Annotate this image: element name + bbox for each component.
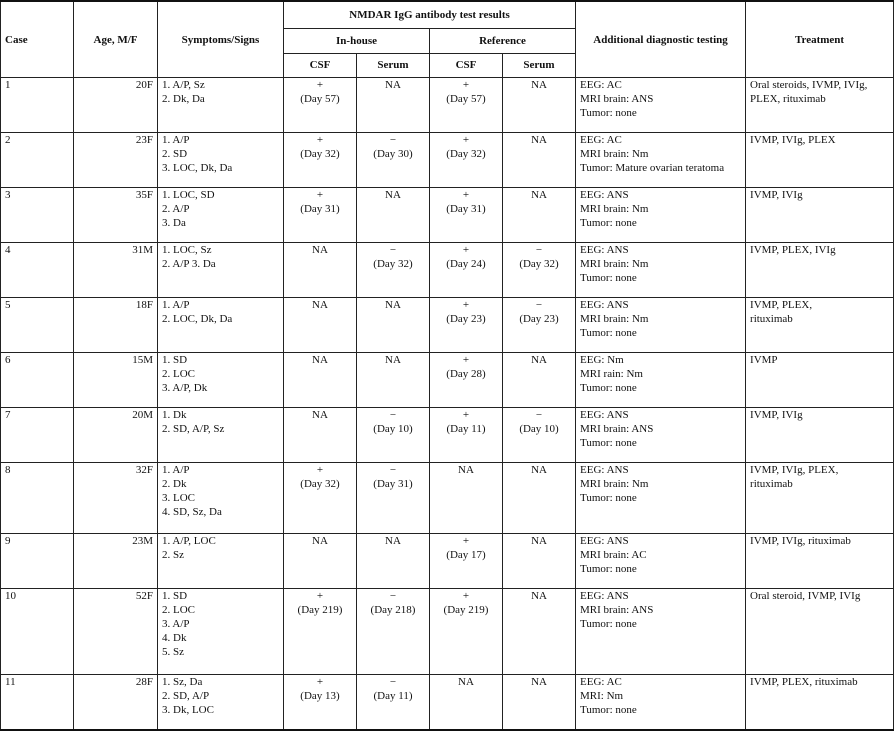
cell-symptoms [158,133,284,188]
cell-reference-csf-line: (Day 32) [446,148,486,160]
cell-symptoms-line: 4. Dk [162,632,187,644]
cell-age: 52F [74,589,158,675]
cell-reference-serum-line: − [535,244,543,256]
cell-reference-serum-line: NA [531,79,547,91]
cell-diagnostic-line: MRI rain: Nm [580,368,643,380]
cell-inhouse-serum-line: (Day 30) [373,148,413,160]
cell-diagnostic-line: Tumor: Mature ovarian teratoma [580,162,725,174]
cell-symptoms-line: 2. Sz [162,549,184,561]
cell-inhouse-serum [357,675,430,730]
cell-inhouse-serum-line: (Day 218) [370,604,416,616]
cell-diagnostic-line: MRI brain: ANS [580,93,654,105]
cell-inhouse-csf-line: + [316,676,324,688]
cell-reference-csf [430,353,503,408]
cell-treatment-line: IVMP, IVIg [750,189,803,201]
cell-diagnostic [576,408,746,463]
table-row [1,589,894,675]
table-row [1,133,894,188]
cell-symptoms [158,298,284,353]
cell-diagnostic-line: MRI brain: ANS [580,423,654,435]
header-case: Case [1,1,74,78]
cell-age: 28F [74,675,158,730]
cell-case: 3 [1,188,74,243]
cell-inhouse-serum-line: − [389,590,397,602]
cell-treatment [746,298,894,353]
cell-inhouse-serum [357,463,430,534]
cell-diagnostic-line: EEG: Nm [580,354,624,366]
cell-diagnostic-line: MRI brain: Nm [580,203,649,215]
cell-treatment-line: IVMP, IVIg, PLEX, [750,464,839,476]
cell-inhouse-csf-line: NA [312,354,328,366]
cell-inhouse-csf [284,298,357,353]
cell-inhouse-serum [357,408,430,463]
cell-diagnostic-line: Tumor: none [580,437,637,449]
cell-inhouse-serum-line: NA [385,535,401,547]
cell-inhouse-serum-line: − [389,244,397,256]
cell-treatment [746,675,894,730]
cell-inhouse-serum [357,188,430,243]
cell-reference-csf-line: + [462,535,470,547]
cell-reference-serum [503,188,576,243]
cell-diagnostic-line: EEG: ANS [580,189,629,201]
cell-diagnostic-line: EEG: ANS [580,244,629,256]
cell-diagnostic-line: Tumor: none [580,382,637,394]
cell-inhouse-serum-line: − [389,409,397,421]
table-row [1,675,894,730]
cell-treatment [746,133,894,188]
cell-case: 4 [1,243,74,298]
cell-inhouse-csf-line: (Day 32) [300,148,340,160]
cell-reference-serum [503,133,576,188]
cell-inhouse-csf-line: NA [312,244,328,256]
cell-case: 1 [1,78,74,133]
cell-inhouse-serum [357,298,430,353]
cell-treatment-line: Oral steroid, IVMP, IVIg [750,590,861,602]
cell-symptoms-line: 1. SD [162,590,188,602]
cell-reference-serum [503,589,576,675]
cell-reference-csf [430,298,503,353]
cell-diagnostic [576,188,746,243]
header-age: Age, M/F [74,1,158,78]
cell-age: 35F [74,188,158,243]
cell-symptoms-line: 3. Da [162,217,186,229]
table-row [1,408,894,463]
cell-treatment-line: IVMP [750,354,778,366]
cell-symptoms [158,534,284,589]
cell-inhouse-csf-line: + [316,79,324,91]
cell-symptoms-line: 1. SD [162,354,188,366]
cell-inhouse-csf [284,353,357,408]
cell-diagnostic-line: MRI brain: ANS [580,604,654,616]
cell-reference-serum-line: (Day 23) [519,313,559,325]
cell-treatment-line: IVMP, PLEX, IVIg [750,244,836,256]
cell-symptoms-line: 3. Dk, LOC [162,704,214,716]
cell-symptoms-line: 2. SD [162,148,188,160]
cell-symptoms [158,353,284,408]
cell-reference-csf-line: + [462,299,470,311]
cell-symptoms-line: 3. A/P, Dk [162,382,208,394]
cell-inhouse-csf-line: (Day 57) [300,93,340,105]
cell-diagnostic-line: MRI brain: Nm [580,258,649,270]
cell-symptoms-line: 5. Sz [162,646,184,658]
cell-diagnostic-line: Tumor: none [580,618,637,630]
cell-inhouse-serum-line: − [389,134,397,146]
table-row [1,298,894,353]
cell-inhouse-csf-line: + [316,134,324,146]
cell-symptoms-line: 4. SD, Sz, Da [162,506,222,518]
header-inhouse: In-house [284,28,430,53]
cell-inhouse-csf-line: + [316,590,324,602]
header-inhouse-csf: CSF [284,53,357,77]
cell-diagnostic [576,675,746,730]
cell-inhouse-csf-line: + [316,464,324,476]
cell-symptoms-line: 1. A/P [162,464,190,476]
cell-case: 10 [1,589,74,675]
cell-inhouse-csf-line: (Day 13) [300,690,340,702]
cell-reference-csf-line: + [462,134,470,146]
cell-diagnostic-line: Tumor: none [580,107,637,119]
cell-symptoms-line: 2. SD, A/P, Sz [162,423,225,435]
cell-diagnostic-line: Tumor: none [580,272,637,284]
cell-symptoms-line: 2. A/P 3. Da [162,258,216,270]
cell-diagnostic-line: MRI brain: Nm [580,313,649,325]
cell-inhouse-csf [284,534,357,589]
cell-reference-serum [503,408,576,463]
cell-reference-serum-line: (Day 10) [519,423,559,435]
cell-diagnostic [576,78,746,133]
cell-inhouse-serum-line: NA [385,189,401,201]
cell-reference-serum-line: NA [531,354,547,366]
header-symptoms: Symptoms/Signs [158,1,284,78]
cell-age: 15M [74,353,158,408]
cell-inhouse-csf [284,675,357,730]
header-diagnostic: Additional diagnostic testing [576,1,746,78]
cell-treatment-line: rituximab [750,313,793,325]
table-body [1,78,894,730]
cell-reference-csf-line: (Day 28) [446,368,486,380]
cell-reference-serum-line: NA [531,134,547,146]
cell-case: 9 [1,534,74,589]
cell-reference-serum-line: NA [531,590,547,602]
cell-treatment-line: Oral steroids, IVMP, IVIg, [750,79,868,91]
cell-symptoms [158,188,284,243]
cell-inhouse-csf-line: NA [312,535,328,547]
cell-age: 32F [74,463,158,534]
cell-symptoms-line: 2. SD, A/P [162,690,210,702]
cell-inhouse-serum-line: (Day 11) [373,690,413,702]
cell-diagnostic [576,463,746,534]
cell-age: 31M [74,243,158,298]
cell-reference-serum-line: NA [531,464,547,476]
table-row [1,463,894,534]
table-row [1,353,894,408]
cell-inhouse-serum [357,78,430,133]
cell-diagnostic-line: Tumor: none [580,704,637,716]
cell-symptoms-line: 1. Dk [162,409,187,421]
cell-reference-serum-line: NA [531,535,547,547]
cell-diagnostic-line: EEG: AC [580,134,622,146]
cell-diagnostic-line: MRI: Nm [580,690,624,702]
cell-reference-csf-line: (Day 23) [446,313,486,325]
cell-inhouse-csf [284,133,357,188]
cell-symptoms-line: 2. LOC, Dk, Da [162,313,233,325]
cell-reference-csf-line: + [462,244,470,256]
cell-inhouse-csf [284,463,357,534]
cell-diagnostic [576,353,746,408]
cell-symptoms-line: 2. Dk, Da [162,93,205,105]
cell-treatment-line: PLEX, rituximab [750,93,826,105]
cell-reference-csf-line: + [462,409,470,421]
cell-inhouse-csf [284,78,357,133]
cell-treatment [746,188,894,243]
table-header [1,1,894,78]
cell-reference-csf [430,188,503,243]
cell-case: 2 [1,133,74,188]
cell-reference-csf [430,243,503,298]
cell-symptoms-line: 1. A/P [162,134,190,146]
cell-symptoms [158,463,284,534]
table-row [1,243,894,298]
cell-inhouse-serum [357,243,430,298]
cell-symptoms [158,408,284,463]
cell-inhouse-csf-line: NA [312,409,328,421]
cell-diagnostic-line: MRI brain: Nm [580,478,649,490]
cell-reference-serum-line: − [535,299,543,311]
cell-treatment-line: IVMP, IVIg, rituximab [750,535,851,547]
table-row [1,78,894,133]
cell-reference-csf [430,675,503,730]
cell-reference-serum [503,463,576,534]
cell-symptoms [158,243,284,298]
cell-inhouse-serum [357,353,430,408]
cell-inhouse-serum [357,133,430,188]
cell-diagnostic-line: MRI brain: Nm [580,148,649,160]
cell-inhouse-csf [284,408,357,463]
cell-inhouse-csf-line: (Day 31) [300,203,340,215]
cell-reference-csf-line: NA [458,676,474,688]
cell-diagnostic-line: EEG: ANS [580,464,629,476]
cell-inhouse-csf [284,188,357,243]
cell-reference-csf-line: + [462,189,470,201]
cell-age: 18F [74,298,158,353]
header-treatment: Treatment [746,1,894,78]
cell-reference-serum [503,534,576,589]
cell-treatment-line: IVMP, IVIg [750,409,803,421]
cell-symptoms-line: 1. A/P, Sz [162,79,205,91]
cell-diagnostic-line: EEG: ANS [580,409,629,421]
cell-reference-csf-line: (Day 57) [446,93,486,105]
cell-diagnostic [576,243,746,298]
cell-symptoms-line: 1. A/P [162,299,190,311]
header-inhouse-serum: Serum [357,53,430,77]
cell-diagnostic-line: EEG: AC [580,79,622,91]
cell-inhouse-csf [284,589,357,675]
cell-inhouse-csf-line: NA [312,299,328,311]
cell-diagnostic-line: Tumor: none [580,563,637,575]
cell-case: 8 [1,463,74,534]
cell-reference-csf [430,534,503,589]
header-reference-csf: CSF [430,53,503,77]
cell-inhouse-serum-line: NA [385,354,401,366]
cell-reference-csf-line: (Day 11) [446,423,486,435]
cell-symptoms-line: 2. LOC [162,604,195,616]
cell-inhouse-csf [284,243,357,298]
cell-diagnostic-line: MRI brain: AC [580,549,647,561]
cell-reference-csf [430,408,503,463]
table-row [1,188,894,243]
cell-reference-serum [503,243,576,298]
cell-reference-csf [430,78,503,133]
cell-reference-serum [503,78,576,133]
cell-inhouse-serum-line: − [389,676,397,688]
cell-reference-serum [503,675,576,730]
cell-symptoms-line: 1. A/P, LOC [162,535,216,547]
cell-treatment [746,589,894,675]
cell-reference-csf [430,463,503,534]
cell-symptoms-line: 2. Dk [162,478,187,490]
header-nmdar-group: NMDAR IgG antibody test results [284,1,576,28]
cell-treatment [746,243,894,298]
cell-diagnostic-line: Tumor: none [580,217,637,229]
cell-symptoms-line: 1. LOC, Sz [162,244,212,256]
cell-case: 5 [1,298,74,353]
cell-inhouse-csf-line: (Day 219) [297,604,343,616]
header-reference-serum: Serum [503,53,576,77]
cell-age: 23M [74,534,158,589]
cell-treatment [746,353,894,408]
cell-inhouse-serum-line: (Day 10) [373,423,413,435]
cell-treatment [746,534,894,589]
cell-reference-csf-line: + [462,79,470,91]
cell-inhouse-serum [357,534,430,589]
cell-reference-csf-line: NA [458,464,474,476]
cell-inhouse-serum-line: (Day 31) [373,478,413,490]
cell-symptoms-line: 3. A/P [162,618,190,630]
header-reference: Reference [430,28,576,53]
cell-reference-csf [430,589,503,675]
cell-symptoms [158,589,284,675]
cell-case: 7 [1,408,74,463]
table-row [1,534,894,589]
cell-diagnostic-line: EEG: ANS [580,535,629,547]
cell-diagnostic-line: EEG: ANS [580,590,629,602]
cell-diagnostic-line: Tumor: none [580,492,637,504]
cell-treatment-line: rituximab [750,478,793,490]
cell-symptoms-line: 1. Sz, Da [162,676,203,688]
cell-diagnostic [576,534,746,589]
cell-reference-csf-line: (Day 219) [443,604,489,616]
cell-treatment [746,78,894,133]
cell-treatment [746,408,894,463]
cell-treatment-line: IVMP, IVIg, PLEX [750,134,836,146]
cell-diagnostic [576,298,746,353]
cell-symptoms [158,675,284,730]
cell-inhouse-serum-line: NA [385,299,401,311]
cell-inhouse-serum [357,589,430,675]
cell-inhouse-csf-line: (Day 32) [300,478,340,490]
cell-reference-csf-line: + [462,354,470,366]
cell-diagnostic [576,589,746,675]
cell-reference-serum [503,353,576,408]
cell-inhouse-csf-line: + [316,189,324,201]
cell-reference-csf-line: (Day 31) [446,203,486,215]
cell-reference-serum [503,298,576,353]
cell-reference-csf-line: (Day 24) [446,258,486,270]
cell-age: 23F [74,133,158,188]
cell-reference-csf-line: + [462,590,470,602]
cell-reference-serum-line: (Day 32) [519,258,559,270]
cell-symptoms-line: 2. LOC [162,368,195,380]
cell-symptoms-line: 1. LOC, SD [162,189,215,201]
cell-case: 6 [1,353,74,408]
cell-inhouse-serum-line: − [389,464,397,476]
cell-diagnostic [576,133,746,188]
cell-treatment [746,463,894,534]
cell-reference-serum-line: NA [531,189,547,201]
cell-reference-serum-line: − [535,409,543,421]
cell-age: 20M [74,408,158,463]
cell-age: 20F [74,78,158,133]
cell-symptoms-line: 3. LOC, Dk, Da [162,162,233,174]
cell-diagnostic-line: EEG: AC [580,676,622,688]
cell-symptoms-line: 3. LOC [162,492,195,504]
cell-symptoms-line: 2. A/P [162,203,190,215]
cell-reference-serum-line: NA [531,676,547,688]
cell-diagnostic-line: Tumor: none [580,327,637,339]
cell-treatment-line: IVMP, PLEX, [750,299,813,311]
cell-inhouse-serum-line: NA [385,79,401,91]
cell-symptoms [158,78,284,133]
cell-inhouse-serum-line: (Day 32) [373,258,413,270]
cell-case: 11 [1,675,74,730]
cell-treatment-line: IVMP, PLEX, rituximab [750,676,858,688]
cell-reference-csf [430,133,503,188]
cell-reference-csf-line: (Day 17) [446,549,486,561]
cell-diagnostic-line: EEG: ANS [580,299,629,311]
